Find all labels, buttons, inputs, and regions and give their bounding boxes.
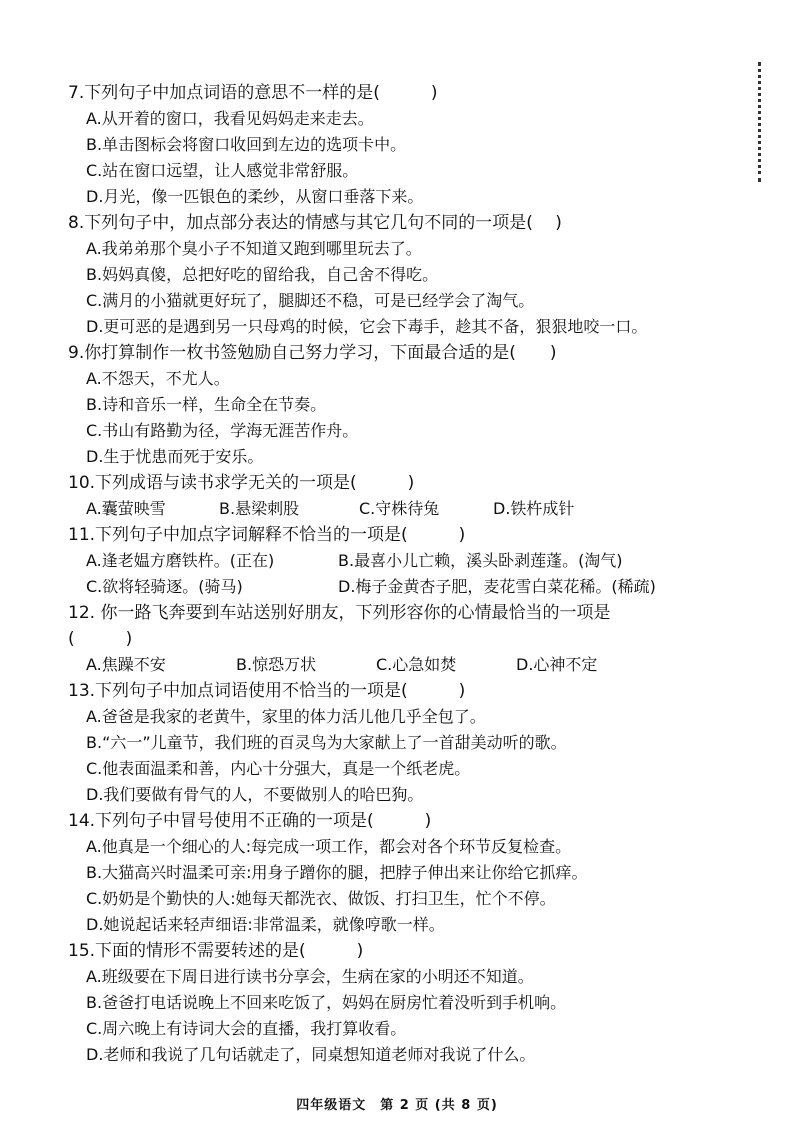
option-d: D.月光，像一匹银色的柔纱，从窗口垂落下来。	[86, 187, 424, 206]
question-stem: 13.下列句子中加点词语使用不恰当的一项是( )	[68, 681, 466, 701]
option-b: B.最喜小儿亡赖，溪头卧剥莲蓬。(淘气)	[338, 551, 623, 570]
option-d: D.梅子金黄杏子肥，麦花雪白菜花稀。(稀疏)	[338, 577, 656, 596]
question-13	[64, 678, 764, 808]
options-row	[86, 574, 764, 600]
option-b: B.爸爸打电话说晚上不回来吃饭了，妈妈在厨房忙着没听到手机响。	[86, 993, 567, 1012]
option-b: B.惊恐万状	[236, 655, 317, 674]
options-row	[86, 548, 764, 574]
question-12	[64, 600, 764, 678]
option-c: C.守株待兔	[359, 499, 440, 518]
option-c: C.心急如焚	[376, 655, 457, 674]
options-row	[86, 496, 764, 522]
question-stem: 11.下列句子中加点字词解释不恰当的一项是( )	[68, 525, 466, 545]
option-b: B.大猫高兴时温柔可亲:用身子蹭你的腿，把脖子伸出来让你给它抓痒。	[86, 863, 588, 882]
option-d: D.更可恶的是遇到另一只母鸡的时候，它会下毒手，趁其不备，狠狠地咬一口。	[86, 317, 648, 336]
question-11	[64, 522, 764, 600]
question-list	[64, 80, 764, 1068]
option-c: C.周六晚上有诗词大会的直播，我打算收看。	[86, 1019, 407, 1038]
option-c: C.书山有路勤为径，学海无涯苦作舟。	[86, 421, 359, 440]
option-d: D.她说起话来轻声细语:非常温柔，就像哼歌一样。	[86, 915, 445, 934]
question-stem: 7.下列句子中加点词语的意思不一样的是( )	[68, 83, 438, 103]
question-stem: 14.下列句子中冒号使用不正确的一项是( )	[68, 811, 432, 831]
question-stem: 8.下列句子中，加点部分表达的情感与其它几句不同的一项是( )	[68, 213, 562, 233]
option-c: C.他表面温柔和善，内心十分强大，真是一个纸老虎。	[86, 759, 471, 778]
question-stem: 12. 你一路飞奔要到车站送别好朋友，下列形容你的心情最恰当的一项是	[68, 603, 611, 623]
page-footer: 四年级语文 第 2 页 (共 8 页)	[296, 1098, 498, 1113]
option-c: C.站在窗口远望，让人感觉非常舒服。	[86, 161, 359, 180]
option-d: D.我们要做有骨气的人，不要做别人的哈巴狗。	[86, 785, 424, 804]
option-a: A.我弟弟那个臭小子不知道又跑到哪里玩去了。	[86, 239, 422, 258]
question-stem: 10.下列成语与读书求学无关的一项是( )	[68, 473, 415, 493]
option-c: C.奶奶是个勤快的人:她每天都洗衣、做饭、打扫卫生，忙个不停。	[86, 889, 556, 908]
question-15	[64, 938, 764, 1068]
option-b: B.诗和音乐一样，生命全在节奏。	[86, 395, 327, 414]
question-14	[64, 808, 764, 938]
question-stem: 15.下面的情形不需要转述的是( )	[68, 941, 364, 961]
question-7	[64, 80, 764, 210]
option-a: A.逢老媪方磨铁杵。(正在)	[86, 551, 275, 570]
option-a: A.他真是一个细心的人:每完成一项工作，都会对各个环节反复检查。	[86, 837, 572, 856]
option-d: D.老师和我说了几句话就走了，同桌想知道老师对我说了什么。	[86, 1045, 536, 1064]
option-a: A.囊萤映雪	[86, 499, 166, 518]
question-stem: 9.你打算制作一枚书签勉励自己努力学习，下面最合适的是( )	[68, 343, 557, 363]
options-row	[86, 652, 764, 678]
option-a: A.从开着的窗口，我看见妈妈走来走去。	[86, 109, 374, 128]
option-a: A.爸爸是我家的老黄牛，家里的体力活儿他几乎全包了。	[86, 707, 486, 726]
option-b: B.“六一”儿童节，我们班的百灵鸟为大家献上了一首甜美动听的歌。	[86, 733, 567, 752]
option-b: B.单击图标会将窗口收回到左边的选项卡中。	[86, 135, 407, 154]
question-9	[64, 340, 764, 470]
option-a: A.焦躁不安	[86, 655, 166, 674]
option-d: D.心神不定	[516, 655, 598, 674]
option-a: A.班级要在下周日进行读书分享会，生病在家的小明还不知道。	[86, 967, 534, 986]
option-d: D.铁杵成针	[493, 499, 575, 518]
question-8	[64, 210, 764, 340]
answer-bracket: ( )	[68, 629, 133, 649]
option-c: C.欲将轻骑逐。(骑马)	[86, 577, 243, 596]
option-b: B.妈妈真傻，总把好吃的留给我，自己舍不得吃。	[86, 265, 439, 284]
option-a: A.不怨天，不尤人。	[86, 369, 230, 388]
question-10	[64, 470, 764, 522]
option-c: C.满月的小猫就更好玩了，腿脚还不稳，可是已经学会了淘气。	[86, 291, 535, 310]
option-d: D.生于忧患而死于安乐。	[86, 447, 264, 466]
option-b: B.悬梁刺股	[219, 499, 300, 518]
